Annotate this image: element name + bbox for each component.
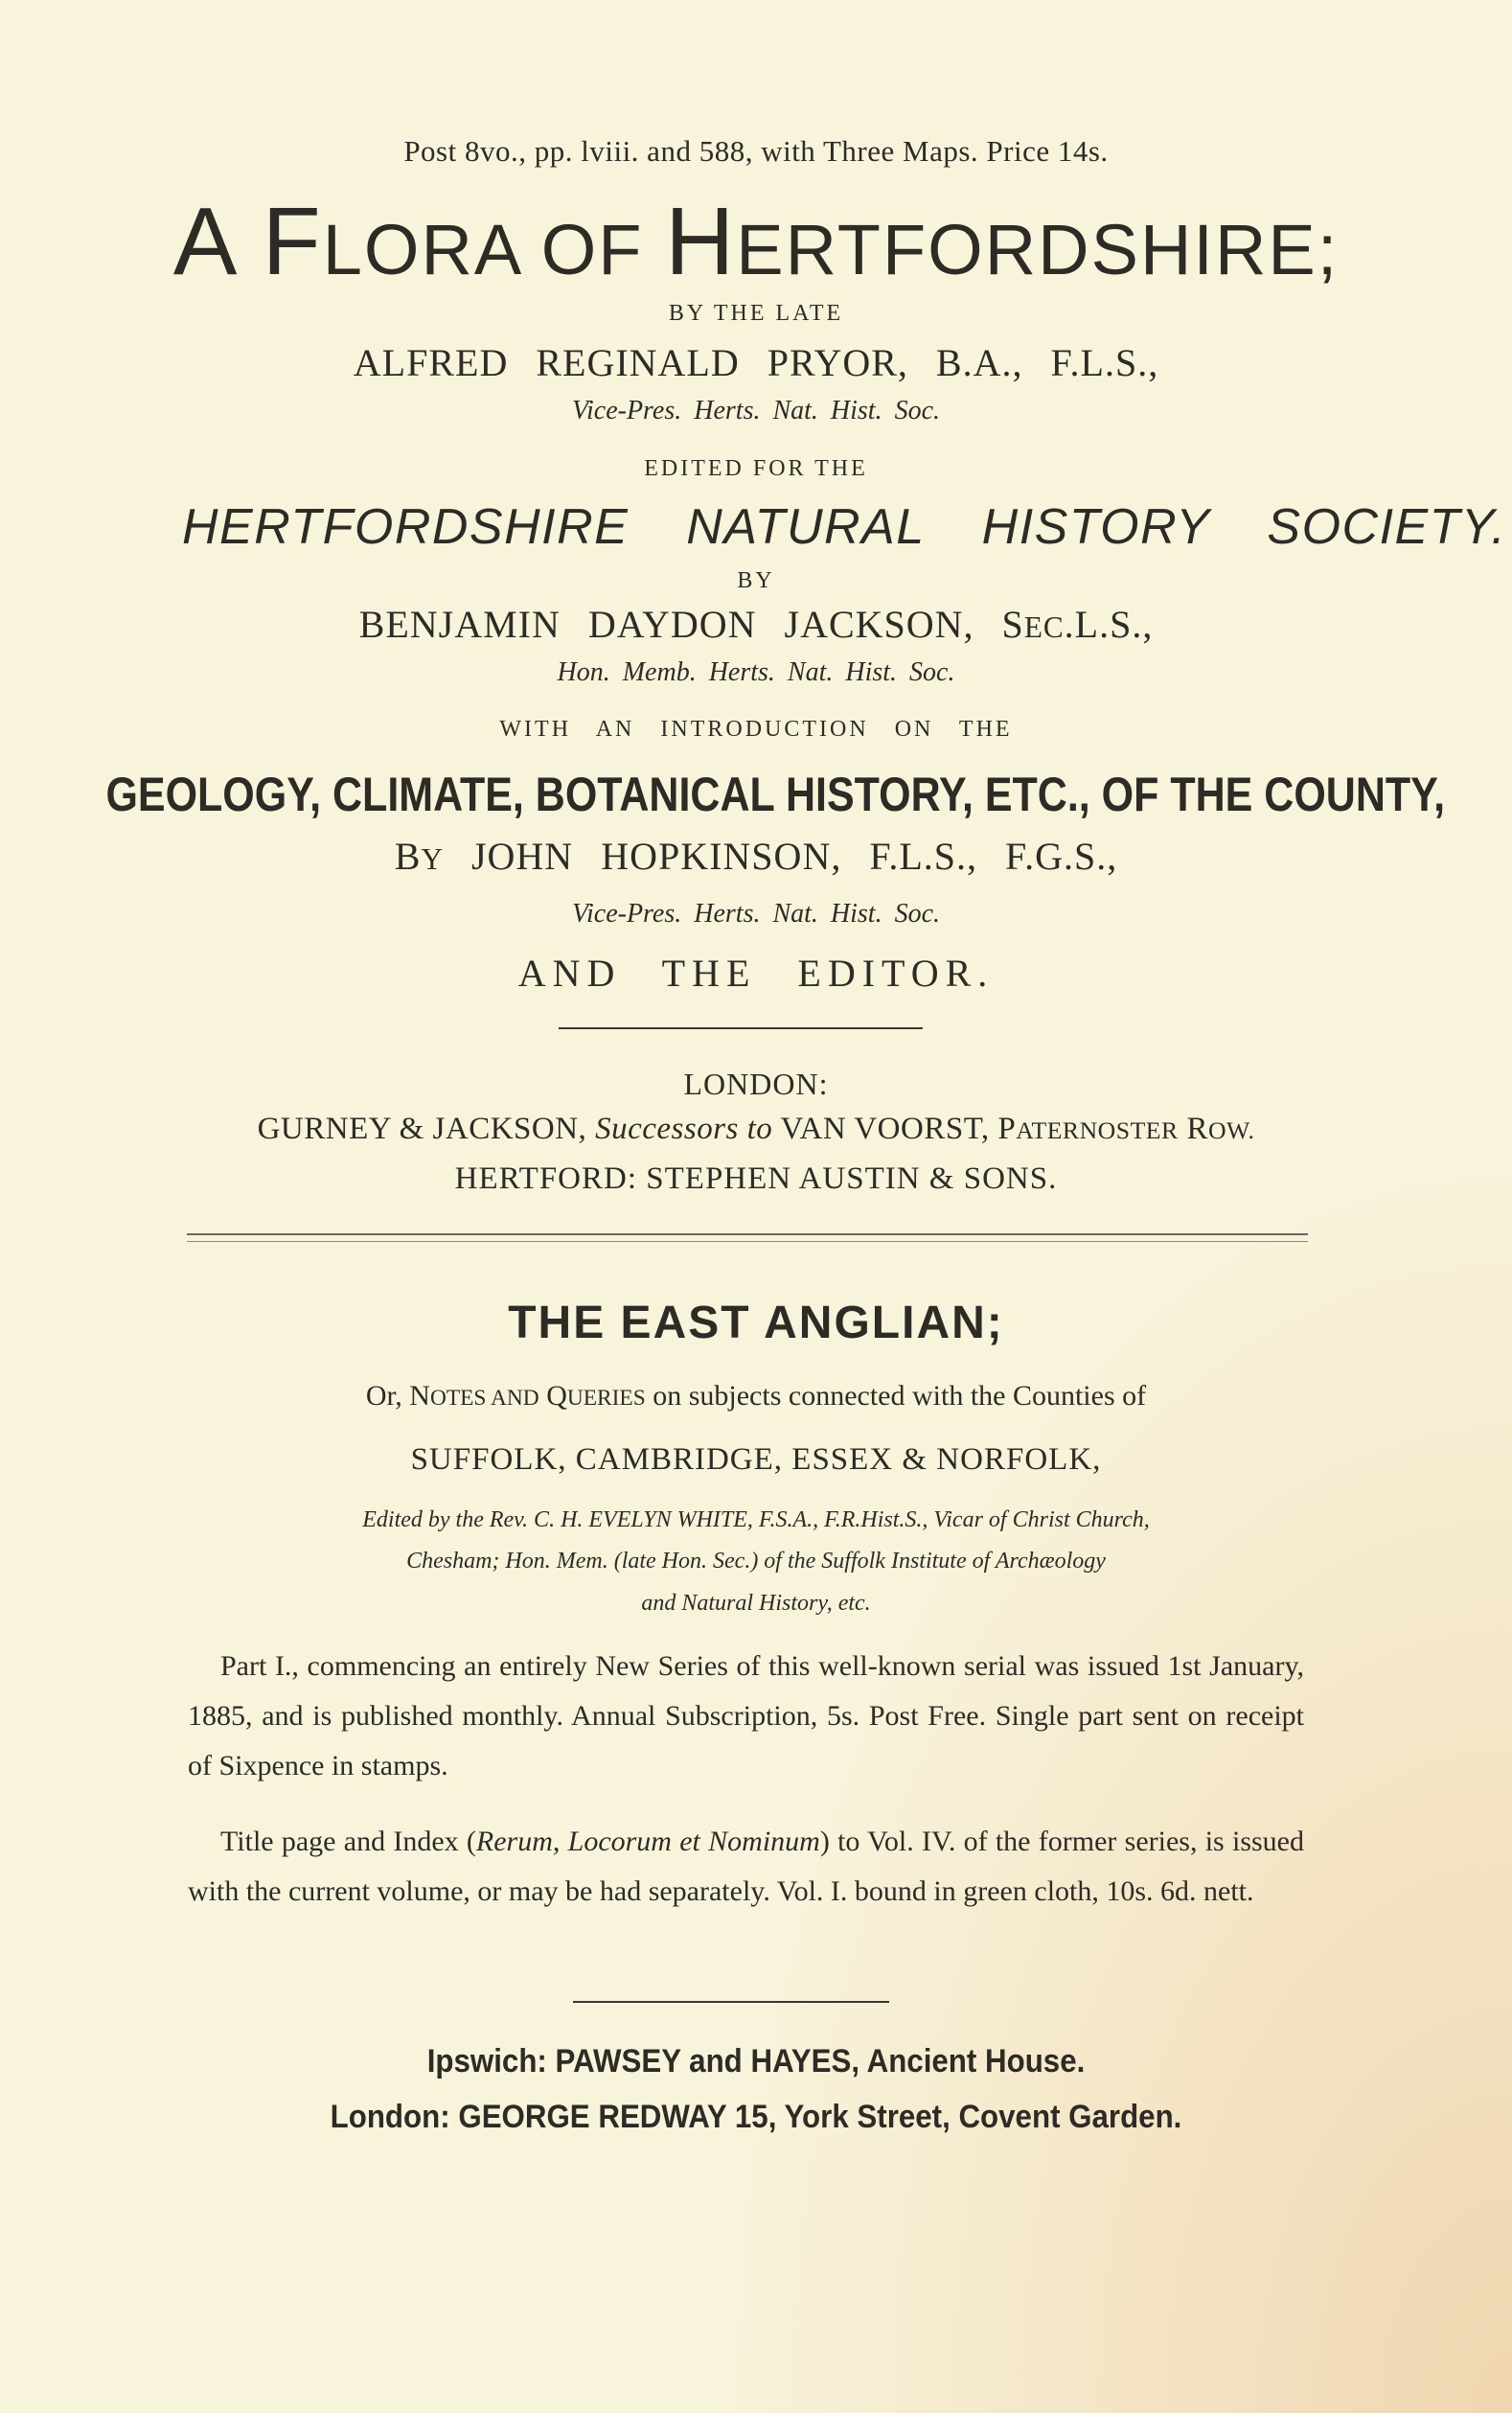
- paragraph-index-start: Title page and Index (: [220, 1826, 476, 1857]
- editor-line-3: and Natural History, etc.: [641, 1591, 871, 1616]
- east-anglian-title: THE EAST ANGLIAN;: [508, 1298, 1004, 1348]
- flora-title-f: F: [262, 188, 323, 295]
- flora-title-h: H: [665, 188, 737, 295]
- author-jackson-role: Hon. Memb. Herts. Nat. Hist. Soc.: [557, 657, 955, 687]
- publisher-line: [0, 1112, 1512, 1147]
- author-hopkinson: [0, 834, 1512, 879]
- flora-title-a: A: [172, 188, 263, 295]
- paragraph-subscription-text: Part I., commencing an entirely New Series of this well-known serial was issued 1st January, 1885, and is published monthly. Annual Subscription, 5s. Post Free. Single part sent on receipt of Sixpence in stamps.: [188, 1650, 1304, 1781]
- footer-london: London: GEORGE REDWAY 15, York Street, Covent Garden.: [330, 2099, 1182, 2135]
- divider-short: [559, 1027, 923, 1029]
- subtitle-q: Q: [538, 1380, 567, 1412]
- subtitle-or: Or, N: [365, 1380, 430, 1412]
- author-hopkinson-b: B: [394, 835, 422, 878]
- paragraph-index-end: ) to Vol. IV. of the former series, is issued with the current volume, or may be had separately. Vol. I. bound in green cloth, 10s. 6d. nett.: [188, 1826, 1304, 1907]
- author-hopkinson-y: Y: [421, 842, 444, 876]
- paragraph-subscription: [188, 1642, 1304, 1791]
- introduction-subject: GEOLOGY, CLIMATE, BOTANICAL HISTORY, ETC., OF THE COUNTY,: [105, 768, 1446, 821]
- introduction-label: WITH AN INTRODUCTION ON THE: [499, 717, 1013, 742]
- paragraph-index-latin: Rerum, Locorum et Nominum: [475, 1826, 820, 1857]
- author-pryor-role: Vice-Pres. Herts. Nat. Hist. Soc.: [571, 396, 941, 425]
- by-label: BY: [737, 568, 775, 593]
- by-the-late-label: BY THE LATE: [668, 301, 844, 326]
- price-line: Post 8vo., pp. lviii. and 588, with Three Maps. Price 14s.: [403, 134, 1109, 168]
- subtitle-rest: on subjects connected with the Counties of: [645, 1380, 1147, 1412]
- editor-line-2: Chesham; Hon. Mem. (late Hon. Sec.) of the Suffolk Institute of Archæology: [406, 1549, 1106, 1574]
- paragraph-index-text: [188, 1817, 1304, 1917]
- subtitle-queries: UERIES: [566, 1386, 646, 1411]
- edited-for-label: EDITED FOR THE: [644, 456, 868, 481]
- author-jackson: [0, 602, 1512, 647]
- paragraph-index: [188, 1817, 1304, 1917]
- subtitle-notes: OTES AND: [429, 1386, 539, 1411]
- publisher-r: R: [1178, 1112, 1208, 1146]
- author-pryor: ALFRED REGINALD PRYOR, B.A., F.L.S.,: [353, 341, 1159, 384]
- flora-title: [0, 187, 1512, 297]
- and-the-editor: AND THE EDITOR.: [517, 952, 995, 995]
- author-hopkinson-role: Vice-Pres. Herts. Nat. Hist. Soc.: [571, 899, 941, 929]
- society-name: HERTFORDSHIRE NATURAL HISTORY SOCIETY.: [182, 499, 1507, 555]
- publisher-paternoster: ATERNOSTER: [1016, 1116, 1179, 1144]
- editor-line-1: Edited by the Rev. C. H. EVELYN WHITE, F.S.A., F.R.Hist.S., Vicar of Christ Church,: [362, 1507, 1150, 1532]
- london-label: LONDON:: [683, 1067, 829, 1101]
- east-anglian-subtitle: [0, 1380, 1512, 1413]
- section-divider: [187, 1233, 1308, 1242]
- divider-footer: [573, 2001, 889, 2003]
- author-jackson-end: .L.S.,: [1064, 603, 1154, 646]
- publisher-successors: Successors to: [595, 1112, 773, 1146]
- flora-title-ertfordshire: ERTFORDSHIRE;: [736, 210, 1340, 289]
- author-jackson-sc: EC: [1023, 610, 1065, 644]
- publisher-row: OW.: [1207, 1116, 1255, 1144]
- publisher-van-voorst: VAN VOORST, P: [772, 1112, 1017, 1146]
- east-anglian-counties: SUFFOLK, CAMBRIDGE, ESSEX & NORFOLK,: [410, 1442, 1102, 1477]
- author-jackson-main: BENJAMIN DAYDON JACKSON, S: [358, 603, 1024, 646]
- publisher-name: GURNEY & JACKSON,: [257, 1112, 596, 1146]
- flora-title-lora: LORA OF: [322, 210, 666, 289]
- footer-ipswich: Ipswich: PAWSEY and HAYES, Ancient House.: [426, 2043, 1086, 2080]
- printer-line: HERTFORD: STEPHEN AUSTIN & SONS.: [454, 1161, 1058, 1196]
- author-hopkinson-rest: JOHN HOPKINSON, F.L.S., F.G.S.,: [443, 835, 1118, 878]
